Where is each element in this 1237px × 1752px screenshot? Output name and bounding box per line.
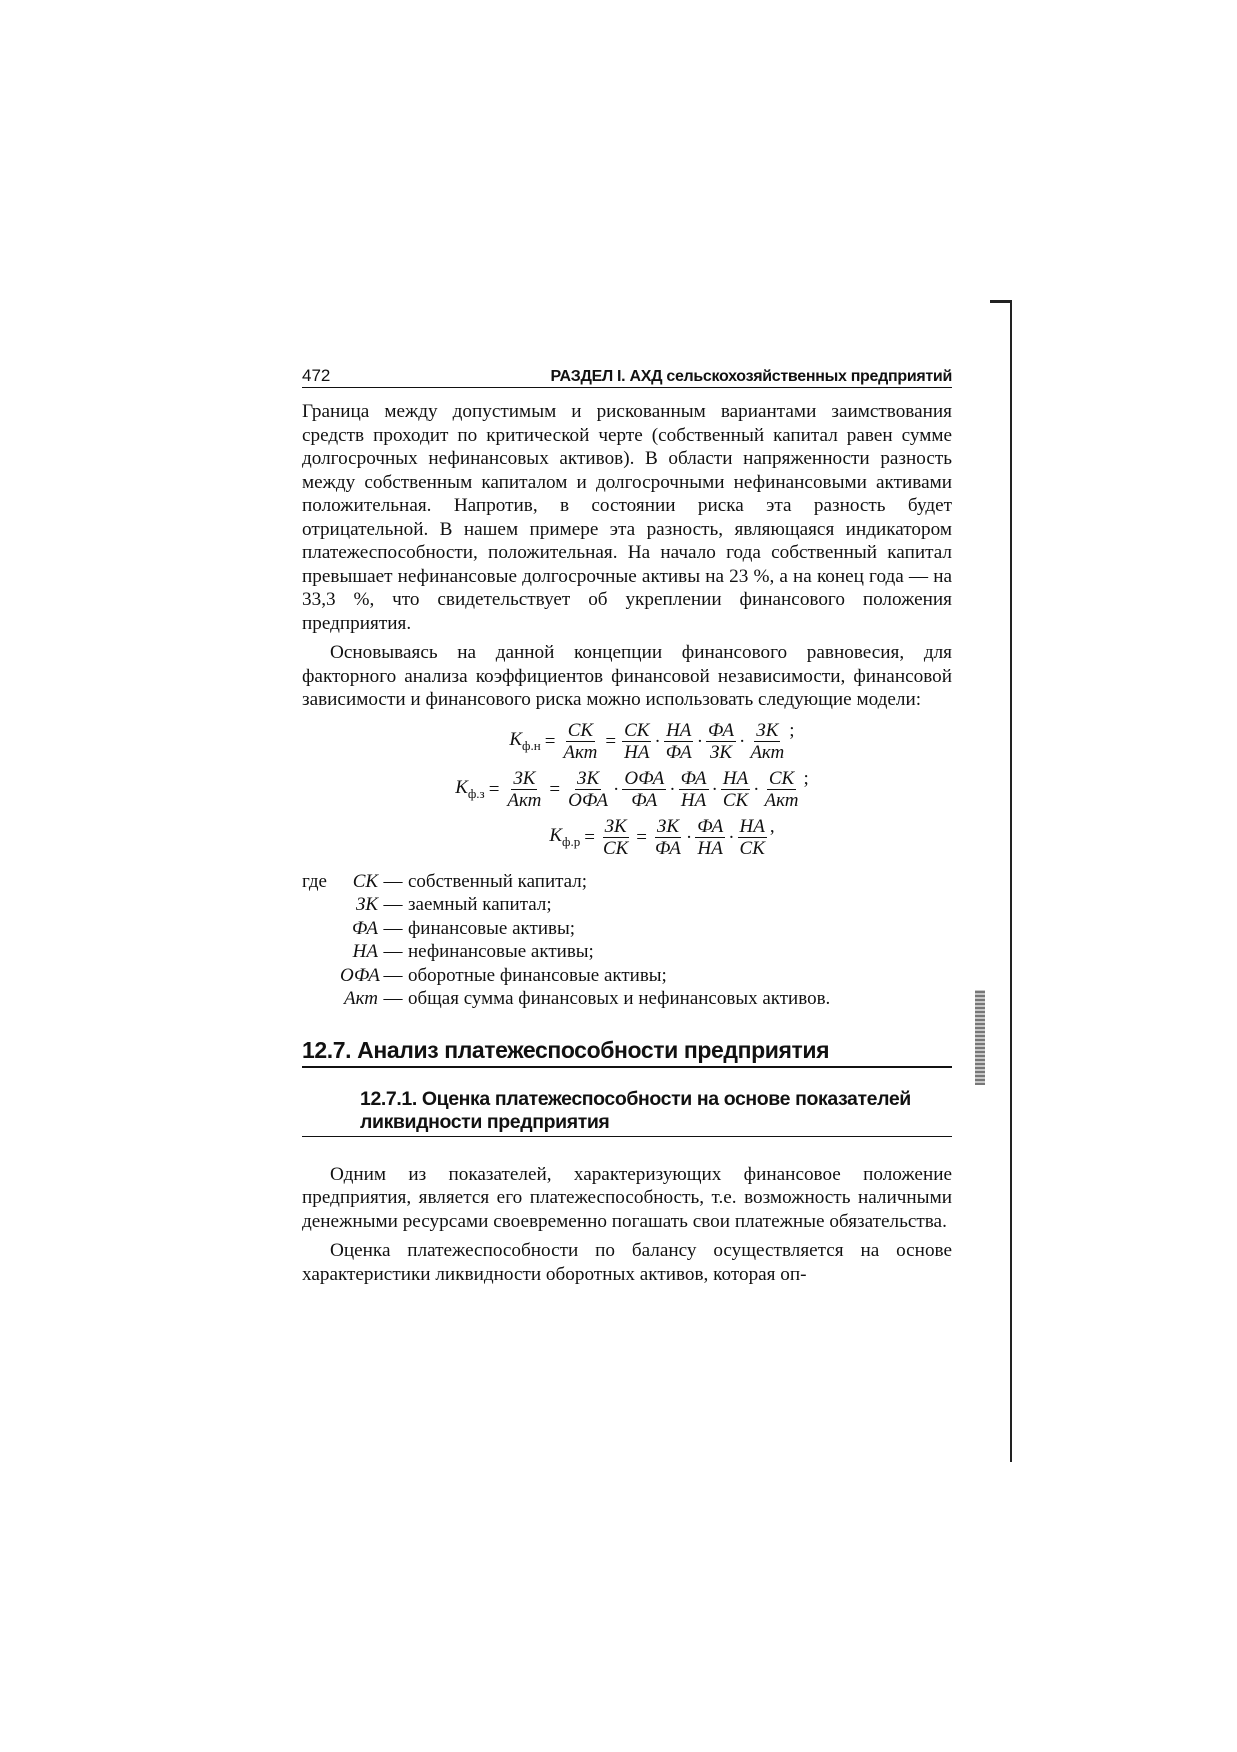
fraction-numerator: ОФА	[624, 768, 665, 789]
legend-desc: заемный капитал;	[408, 894, 552, 915]
formula-punctuation: ;	[803, 767, 809, 789]
fraction	[566, 768, 610, 811]
equals-sign: =	[488, 778, 500, 800]
book-page	[302, 366, 952, 1286]
legend-row	[302, 870, 952, 894]
formula-lhs-subscript: ф.з	[467, 786, 485, 801]
fraction-denominator: Акт	[750, 742, 785, 763]
subsection-heading-line-1: 12.7.1. Оценка платежеспособности на основе показателей	[360, 1087, 911, 1110]
fraction	[763, 768, 801, 811]
equals-sign: =	[605, 730, 617, 752]
running-title: РАЗДЕЛ I. АХД сельскохозяйственных предприятий	[550, 368, 952, 385]
fraction	[622, 768, 666, 811]
fraction-denominator: СК	[739, 838, 765, 859]
multiply-dot: ·	[696, 730, 704, 752]
page-number: 472	[302, 366, 331, 385]
legend-symbol: СК	[352, 870, 378, 892]
fraction	[561, 720, 599, 763]
fraction-denominator: СК	[602, 838, 629, 859]
legend-dash: —	[383, 870, 403, 892]
fraction-denominator: НА	[697, 838, 723, 859]
fraction-numerator: СК	[624, 720, 650, 741]
fraction-denominator: ФА	[665, 742, 692, 763]
subsection-heading-line-2: ликвидности предприятия	[360, 1110, 610, 1133]
multiply-dot: ·	[654, 730, 661, 752]
legend-dash: —	[383, 988, 403, 1009]
section-heading: 12.7. Анализ платежеспособности предприятия	[302, 1037, 952, 1068]
formula-punctuation: ;	[789, 719, 795, 741]
legend-desc: финансовые активы;	[408, 917, 576, 939]
symbol-legend	[302, 870, 952, 1011]
fraction-numerator: ФА	[708, 720, 734, 741]
fraction-numerator: НА	[666, 720, 692, 741]
equals-sign: =	[544, 730, 556, 752]
legend-dash: —	[383, 894, 403, 915]
fraction-denominator: ФА	[654, 838, 681, 859]
multiply-dot: ·	[711, 778, 718, 800]
formula-financial-dependence	[312, 768, 952, 812]
fraction-denominator: Акт	[507, 790, 542, 811]
legend-desc: оборотные финансовые активы;	[408, 964, 667, 986]
multiply-dot: ·	[669, 778, 676, 800]
fraction-numerator: ФА	[697, 816, 724, 837]
paragraph-4: Оценка платежеспособности по балансу осуществляется на основе характеристики ликвидности оборотных активов, которая оп-	[302, 1240, 952, 1285]
fraction	[622, 720, 651, 763]
fraction-numerator: ЗК	[756, 720, 779, 741]
fraction-denominator: ОФА	[568, 790, 608, 811]
fraction	[748, 720, 786, 763]
fraction	[695, 816, 725, 859]
fraction-denominator: НА	[624, 742, 650, 763]
equals-sign: =	[636, 826, 647, 848]
legend-row	[302, 940, 952, 964]
formula-lhs-subscript: ф.р	[562, 834, 581, 849]
legend-row	[302, 917, 952, 941]
legend-desc: общая сумма финансовых и нефинансовых активов.	[408, 988, 831, 1009]
fraction	[738, 816, 767, 859]
multiply-dot: ·	[613, 778, 620, 800]
legend-symbol: Акт	[344, 988, 378, 1009]
fraction-numerator: ЗК	[577, 768, 600, 789]
legend-symbol: ОФА	[340, 964, 380, 986]
legend-row	[302, 893, 952, 917]
formula-financial-independence	[352, 720, 952, 764]
legend-row	[302, 964, 952, 988]
fraction	[653, 816, 683, 859]
subsection-heading	[302, 1088, 952, 1137]
fraction-numerator: СК	[768, 768, 795, 789]
fraction	[664, 720, 694, 763]
fraction-denominator: СК	[722, 790, 749, 811]
fraction-denominator: НА	[680, 790, 707, 811]
legend-dash: —	[383, 964, 403, 986]
fraction-denominator: ЗК	[709, 742, 733, 763]
fraction-denominator: ФА	[631, 790, 658, 811]
fraction-numerator: ЗК	[604, 816, 627, 837]
fraction	[721, 768, 750, 811]
legend-symbol: ФА	[352, 917, 378, 939]
fraction-numerator: НА	[722, 768, 749, 789]
legend-desc: нефинансовые активы;	[408, 941, 594, 962]
legend-row	[302, 987, 952, 1011]
multiply-dot: ·	[685, 826, 693, 848]
fraction	[706, 720, 736, 763]
formula-lhs: $К_{ф.р}$	[549, 825, 581, 849]
paragraph-2: Основываясь на данной концепции финансового равновесия, для факторного анализа коэффициентов финансовой независимости, финансовой зависимости и финансового риска можно использовать следующие модели:	[302, 642, 952, 710]
legend-symbol: НА	[352, 941, 378, 962]
fraction	[601, 816, 630, 859]
formula-lhs-subscript: ф.н	[522, 738, 541, 753]
multiply-dot: ·	[738, 730, 746, 752]
legend-dash: —	[383, 941, 403, 962]
margin-rule	[1010, 302, 1012, 1462]
legend-where: где	[302, 870, 327, 892]
formula-punctuation: ,	[769, 815, 775, 837]
fraction-numerator: ЗК	[513, 768, 536, 789]
margin-corner-mark	[990, 300, 1012, 303]
paragraph-1: Граница между допустимым и рискованным вариантами заимствования средств проходит по критической черте (собственный капитал равен сумме долгосрочных нефинансовых активов). В области напряженности разность между собственным капиталом и долгосрочными нефинансовыми активами положительная. Напротив, в состоянии риска эта разность будет отрицательной. В нашем примере эта разность, являющаяся индикатором платежеспособности, положительная. На начало года собственный капитал превышает нефинансовые долгосрочные активы на 23 %, а на конец года — на 33,3 %, что свидетельствует об укреплении финансового положения предприятия.	[302, 401, 952, 634]
fraction-denominator: Акт	[563, 742, 598, 763]
paragraph-3: Одним из показателей, характеризующих финансовое положение предприятия, является его платежеспособность, т.е. возможность наличными денежными ресурсами своевременно погашать свои платежные обязательства.	[302, 1163, 952, 1232]
equals-sign: =	[549, 778, 561, 800]
formula-lhs: $К_{ф.з}$	[455, 777, 485, 801]
fraction-denominator: Акт	[764, 790, 799, 811]
fraction	[679, 768, 709, 811]
formula-lhs: $К_{ф.н}$	[509, 729, 541, 753]
fraction	[505, 768, 543, 811]
multiply-dot: ·	[728, 826, 735, 848]
legend-symbol: ЗК	[355, 894, 378, 915]
legend-dash: —	[383, 917, 403, 939]
legend-desc: собственный капитал;	[408, 870, 588, 892]
scan-artifact	[975, 990, 985, 1085]
fraction-numerator: ФА	[680, 768, 707, 789]
fraction-numerator: НА	[739, 816, 765, 837]
formula-financial-risk	[372, 816, 952, 860]
multiply-dot: ·	[753, 778, 760, 800]
fraction-numerator: ЗК	[656, 816, 679, 837]
running-header	[302, 366, 952, 388]
equals-sign: =	[584, 826, 595, 848]
fraction-numerator: СК	[567, 720, 594, 741]
